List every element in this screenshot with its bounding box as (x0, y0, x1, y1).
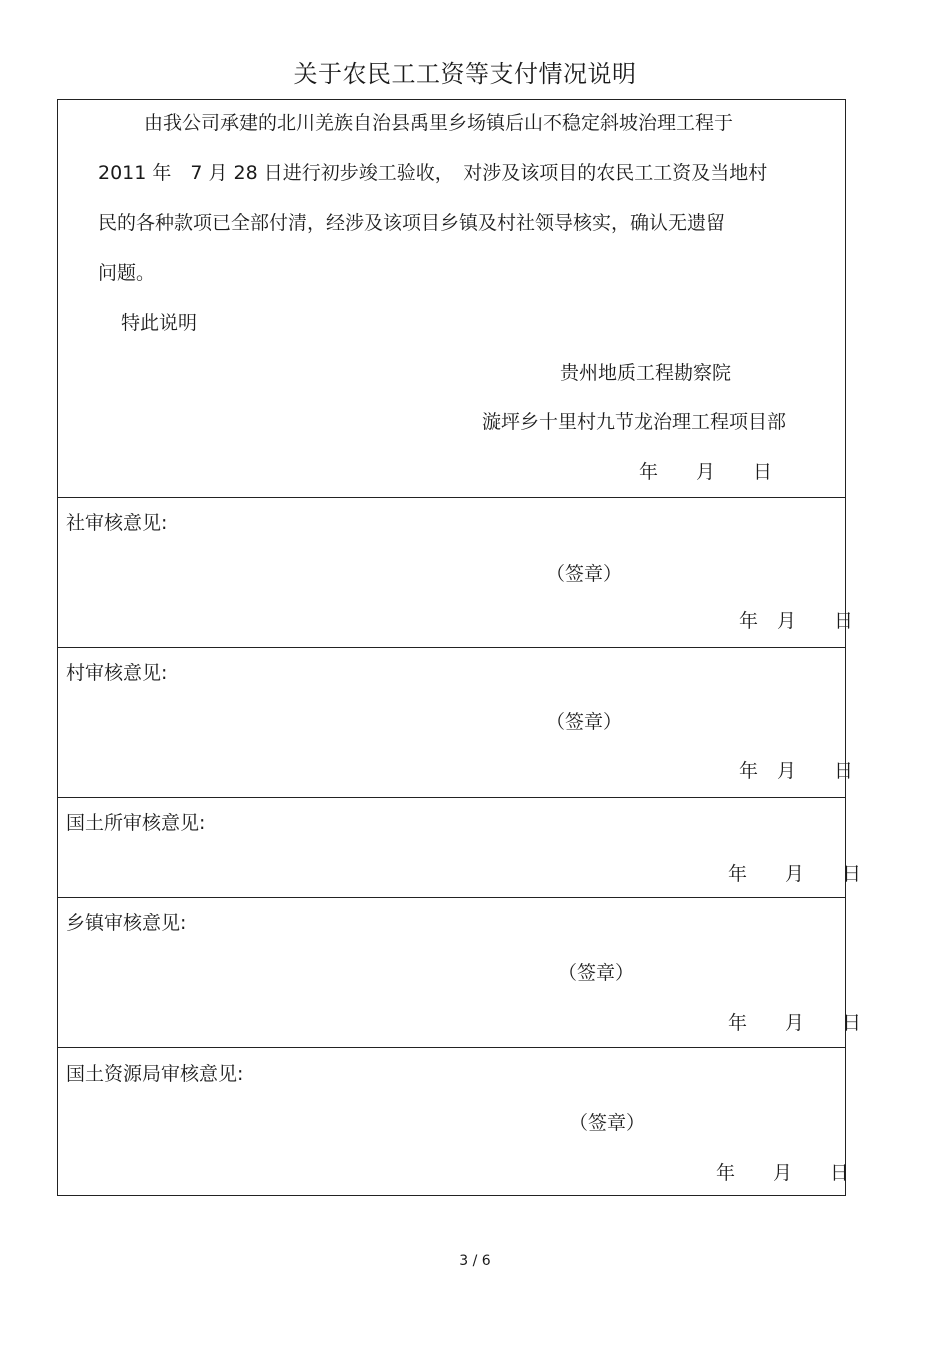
row-divider (58, 897, 845, 898)
section-date: 年 月 日 (728, 863, 862, 885)
section-label: 村审核意见: (66, 662, 168, 684)
section-label: 乡镇审核意见: (66, 912, 187, 934)
seal-placeholder: （签章） (546, 711, 623, 733)
row-divider (58, 1047, 845, 1048)
seal-placeholder: （签章） (546, 563, 623, 585)
statement-date: 年 月 日 (639, 461, 773, 483)
section-label: 国土所审核意见: (66, 812, 206, 834)
row-divider (58, 797, 845, 798)
issuer-project-department: 漩坪乡十里村九节龙治理工程项目部 (482, 411, 787, 433)
section-label: 社审核意见: (66, 512, 168, 534)
statement-line-2: 2011 年 7 月 28 日进行初步竣工验收， 对涉及该项目的农民工工资及当地村 (98, 162, 768, 184)
section-label: 国土资源局审核意见: (66, 1063, 244, 1085)
issuer-organization: 贵州地质工程勘察院 (560, 362, 732, 384)
statement-closing: 特此说明 (121, 312, 198, 334)
seal-placeholder: （签章） (569, 1112, 646, 1134)
section-date: 年 月 日 (739, 610, 854, 632)
section-date: 年 月 日 (716, 1162, 850, 1184)
section-date: 年 月 日 (739, 760, 854, 782)
statement-line-1: 由我公司承建的北川羌族自治县禹里乡场镇后山不稳定斜坡治理工程于 (144, 112, 734, 134)
row-divider (58, 647, 845, 648)
approval-table (57, 99, 862, 1196)
page-number: 3 / 6 (459, 1253, 491, 1269)
row-divider (58, 497, 845, 498)
document-title: 关于农民工工资等支付情况说明 (293, 60, 637, 88)
statement-line-3: 民的各种款项已全部付清，经涉及该项目乡镇及村社领导核实，确认无遗留 (98, 212, 726, 234)
seal-placeholder: （签章） (558, 962, 635, 984)
statement-line-4: 问题。 (98, 262, 156, 284)
section-date: 年 月 日 (728, 1012, 862, 1034)
